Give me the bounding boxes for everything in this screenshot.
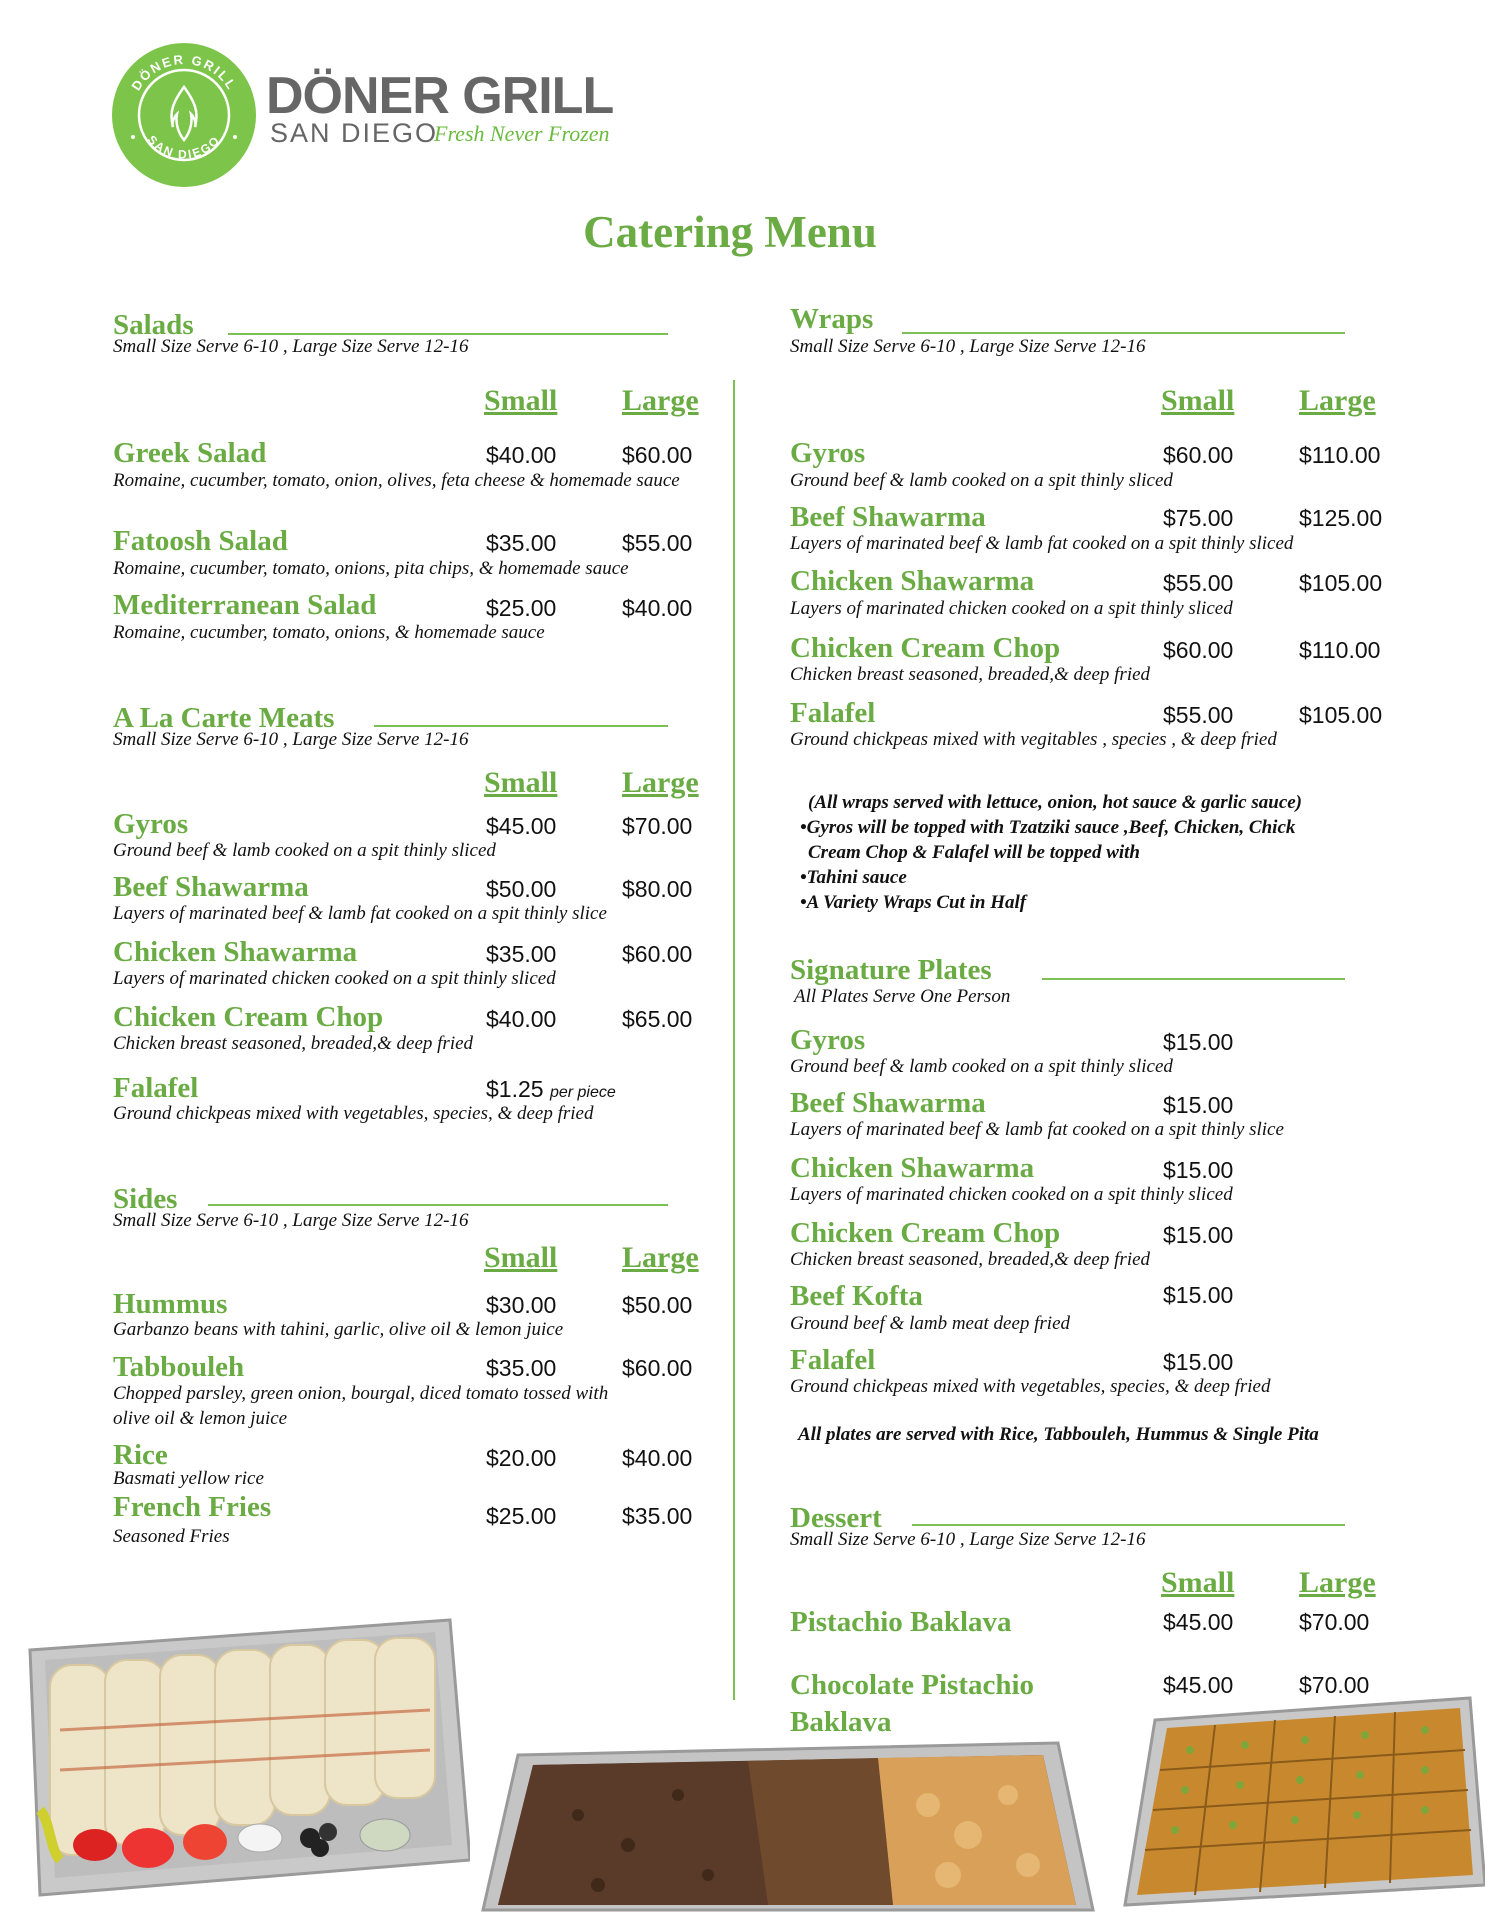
price-small: $25.00 — [486, 1503, 557, 1529]
item-description: Chicken breast seasoned, breaded,& deep fried — [113, 1033, 474, 1054]
item-name: Tabbouleh — [113, 1351, 245, 1383]
price-small: $30.00 — [486, 1292, 557, 1318]
section-rule — [912, 1524, 1345, 1526]
price-small: $40.00 — [486, 442, 557, 468]
price-large: $105.00 — [1299, 702, 1383, 728]
price-small: $25.00 — [486, 595, 557, 621]
section-title-sides: Sides — [113, 1183, 178, 1215]
item-description: Layers of marinated chicken cooked on a spit thinly sliced — [790, 1184, 1233, 1205]
wraps-note: •Tahini sauce — [800, 867, 907, 888]
price-small: $35.00 — [486, 1355, 557, 1381]
item-description: Layers of marinated beef & lamb fat cooked on a spit thinly sliced — [790, 533, 1294, 554]
brand-city: SAN DIEGO — [270, 118, 439, 148]
wraps-note: •A Variety Wraps Cut in Half — [800, 892, 1027, 913]
wraps-note: Cream Chop & Falafel will be topped with — [808, 842, 1140, 863]
price-unit: per piece — [549, 1084, 616, 1101]
item-name: Fatoosh Salad — [113, 525, 288, 557]
item-description: Ground beef & lamb cooked on a spit thinly sliced — [790, 470, 1173, 491]
size-header-small: Small — [484, 1241, 558, 1274]
size-header-small: Small — [1161, 1566, 1235, 1599]
item-name: Chicken Cream Chop — [113, 1001, 384, 1033]
size-header-large: Large — [622, 1241, 699, 1274]
price-large: $60.00 — [622, 442, 693, 468]
section-note: Small Size Serve 6-10 , Large Size Serve 12-16 — [113, 729, 469, 750]
price-small: $75.00 — [1163, 505, 1234, 531]
item-name: Pistachio Baklava — [790, 1606, 1012, 1638]
price-large: $80.00 — [622, 876, 693, 902]
size-header-small: Small — [484, 384, 558, 417]
price-large: $110.00 — [1299, 442, 1381, 468]
price-large: $55.00 — [622, 530, 693, 556]
plates-footer-note: All plates are served with Rice, Tabbouleh, Hummus & Single Pita — [798, 1424, 1319, 1445]
brand-name: DÖNER GRILL — [266, 67, 614, 125]
item-name: Mediterranean Salad — [113, 589, 377, 621]
item-description: Layers of marinated beef & lamb fat cooked on a spit thinly slice — [113, 903, 607, 924]
price-large: $110.00 — [1299, 637, 1381, 663]
item-description: Ground beef & lamb cooked on a spit thinly sliced — [113, 840, 496, 861]
right-column — [790, 0, 1470, 1929]
page-title: Catering Menu — [583, 207, 877, 257]
price-per-piece — [486, 1078, 616, 1101]
item-name: Falafel — [790, 1344, 876, 1376]
item-name: Chicken Shawarma — [113, 936, 358, 968]
size-header-large: Large — [622, 384, 699, 417]
price-small: $40.00 — [486, 1006, 557, 1032]
price-large: $40.00 — [622, 595, 693, 621]
section-note: Small Size Serve 6-10 , Large Size Serve 12-16 — [790, 336, 1146, 357]
badge-top-text: DÖNER GRILL — [128, 51, 240, 94]
item-name: Falafel — [790, 697, 876, 729]
section-rule — [374, 725, 668, 727]
size-header-large: Large — [1299, 384, 1376, 417]
price-large: $105.00 — [1299, 570, 1383, 596]
price-large: $125.00 — [1299, 505, 1383, 531]
item-name: Chicken Shawarma — [790, 565, 1035, 597]
price-small: $35.00 — [486, 530, 557, 556]
item-description: Romaine, cucumber, tomato, onions, & homemade sauce — [113, 622, 545, 643]
item-name: Beef Shawarma — [790, 501, 986, 533]
item-name: Beef Shawarma — [790, 1087, 986, 1119]
item-description: Ground beef & lamb meat deep fried — [790, 1313, 1071, 1334]
price-large: $60.00 — [622, 1355, 693, 1381]
price-large: $70.00 — [1299, 1609, 1370, 1635]
price-small: $45.00 — [1163, 1609, 1234, 1635]
item-name: Chicken Cream Chop — [790, 632, 1061, 664]
item-name: Chicken Shawarma — [790, 1152, 1035, 1184]
item-description: Chopped parsley, green onion, bourgal, diced tomato tossed with olive oil & lemon juice — [113, 1383, 609, 1429]
price-large: $40.00 — [622, 1445, 693, 1471]
item-description: Ground chickpeas mixed with vegetables, species, & deep fried — [113, 1103, 594, 1124]
item-name: Greek Salad — [113, 437, 267, 469]
price-small: $60.00 — [1163, 442, 1234, 468]
item-name: Gyros — [790, 437, 866, 469]
price-large: $70.00 — [1299, 1672, 1370, 1698]
section-note: Small Size Serve 6-10 , Large Size Serve 12-16 — [113, 1210, 469, 1231]
price-small: $55.00 — [1163, 702, 1234, 728]
section-rule — [208, 1204, 668, 1206]
column-divider — [733, 380, 735, 1700]
item-name: Chicken Cream Chop — [790, 1217, 1061, 1249]
item-name: Gyros — [113, 808, 189, 840]
item-name: Beef Kofta — [790, 1280, 923, 1312]
meat-tray-photo — [478, 1735, 1098, 1915]
price-small: $55.00 — [1163, 570, 1234, 596]
price-small: $60.00 — [1163, 637, 1234, 663]
item-description: Ground chickpeas mixed with vegetables, species, & deep fried — [790, 1376, 1271, 1397]
item-description: Romaine, cucumber, tomato, onions, pita chips, & homemade sauce — [113, 558, 629, 579]
item-description: Seasoned Fries — [113, 1526, 230, 1547]
price-single: $15.00 — [1163, 1092, 1234, 1118]
item-name-continued: Baklava — [790, 1706, 892, 1738]
price-small: $50.00 — [486, 876, 557, 902]
section-title-meats: A La Carte Meats — [113, 702, 335, 734]
section-rule — [902, 332, 1345, 334]
item-description: Layers of marinated chicken cooked on a spit thinly sliced — [790, 598, 1233, 619]
item-description: Ground chickpeas mixed with vegitables , species , & deep fried — [790, 729, 1277, 750]
price-large: $65.00 — [622, 1006, 693, 1032]
item-name: Hummus — [113, 1288, 228, 1320]
price-large: $50.00 — [622, 1292, 693, 1318]
item-name: Rice — [113, 1439, 168, 1471]
section-title-wraps: Wraps — [790, 303, 874, 335]
price-single: $15.00 — [1163, 1282, 1234, 1308]
size-header-large: Large — [622, 766, 699, 799]
item-name: French Fries — [113, 1491, 272, 1523]
badge-bottom-text: SAN DIEGO — [144, 132, 224, 162]
price-single: $15.00 — [1163, 1157, 1234, 1183]
item-name: Beef Shawarma — [113, 871, 309, 903]
section-rule — [228, 333, 668, 335]
section-rule — [1042, 978, 1345, 980]
price-single: $15.00 — [1163, 1222, 1234, 1248]
size-header-large: Large — [1299, 1566, 1376, 1599]
item-description: Layers of marinated beef & lamb fat cooked on a spit thinly slice — [790, 1119, 1284, 1140]
price-single: $15.00 — [1163, 1029, 1234, 1055]
section-title-plates: Signature Plates — [790, 954, 992, 986]
wraps-note: (All wraps served with lettuce, onion, hot sauce & garlic sauce) — [808, 792, 1303, 813]
item-name: Falafel — [113, 1072, 199, 1104]
section-note: Small Size Serve 6-10 , Large Size Serve 12-16 — [790, 1529, 1146, 1550]
section-note: All Plates Serve One Person — [794, 986, 1011, 1007]
item-description: Ground beef & lamb cooked on a spit thinly sliced — [790, 1056, 1173, 1077]
section-title-salads: Salads — [113, 309, 194, 341]
section-title-dessert: Dessert — [790, 1502, 882, 1534]
item-description: Chicken breast seasoned, breaded,& deep fried — [790, 1249, 1151, 1270]
wraps-tray-photo — [20, 1610, 470, 1900]
size-header-small: Small — [1161, 384, 1235, 417]
item-description: Chicken breast seasoned, breaded,& deep fried — [790, 664, 1151, 685]
wraps-note: •Gyros will be topped with Tzatziki sauce ,Beef, Chicken, Chick — [800, 817, 1296, 838]
brand-tagline: Fresh Never Frozen — [434, 121, 610, 146]
price-value: $1.25 — [486, 1076, 544, 1102]
size-header-small: Small — [484, 766, 558, 799]
item-description: Layers of marinated chicken cooked on a spit thinly sliced — [113, 968, 556, 989]
section-note: Small Size Serve 6-10 , Large Size Serve 12-16 — [113, 336, 469, 357]
item-description: Romaine, cucumber, tomato, onion, olives, feta cheese & homemade sauce — [113, 470, 680, 491]
price-large: $70.00 — [622, 813, 693, 839]
price-small: $35.00 — [486, 941, 557, 967]
baklava-tray-photo — [1115, 1690, 1485, 1910]
item-name: Chocolate Pistachio — [790, 1669, 1035, 1701]
item-description: Garbanzo beans with tahini, garlic, olive oil & lemon juice — [113, 1319, 564, 1340]
price-small: $20.00 — [486, 1445, 557, 1471]
item-description: Basmati yellow rice — [113, 1468, 264, 1489]
price-large: $60.00 — [622, 941, 693, 967]
price-small: $45.00 — [1163, 1672, 1234, 1698]
price-large: $35.00 — [622, 1503, 693, 1529]
item-name: Gyros — [790, 1024, 866, 1056]
price-small: $45.00 — [486, 813, 557, 839]
price-single: $15.00 — [1163, 1349, 1234, 1375]
